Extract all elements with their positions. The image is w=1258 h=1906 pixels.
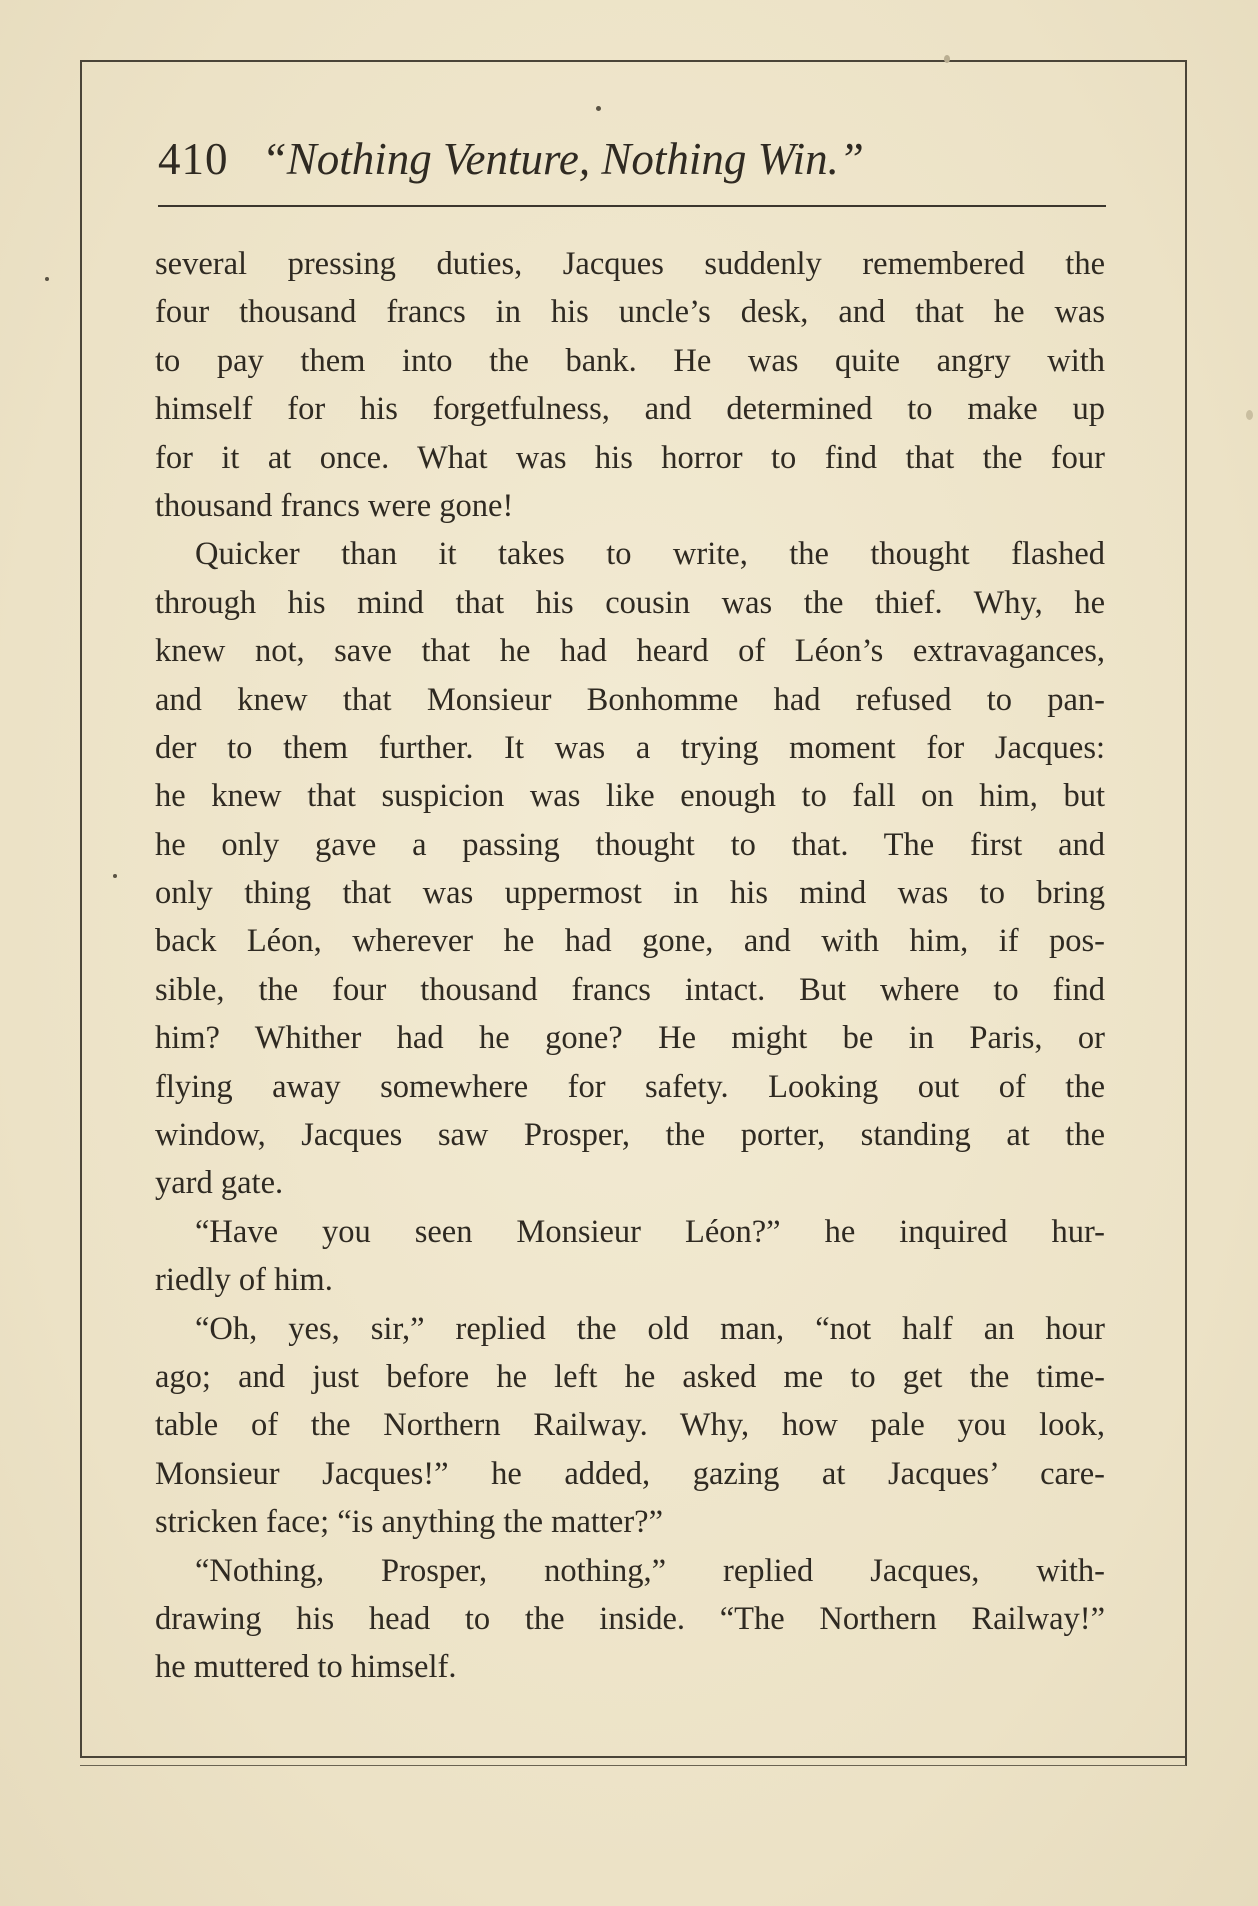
text-line: yard gate. (155, 1165, 284, 1202)
text-line: “Nothing, Prosper, nothing,” replied Jacques, with- (195, 1552, 1105, 1589)
page-header (158, 128, 1108, 190)
text-line: for it at once. What was his horror to find that the four (155, 439, 1105, 476)
text-line: four thousand francs in his uncle’s desk, and that he was (155, 294, 1105, 331)
body-text (155, 240, 1105, 1692)
text-line: table of the Northern Railway. Why, how pale you look, (155, 1407, 1105, 1444)
speck-mark (113, 874, 117, 878)
text-line: thousand francs were gone! (155, 487, 514, 524)
page-frame-bottom-rule (80, 1756, 1186, 1758)
text-line: “Oh, yes, sir,” replied the old man, “not half an hour (195, 1310, 1105, 1347)
page-number: 410 (158, 134, 229, 184)
text-line: “Have you seen Monsieur Léon?” he inquired hur- (195, 1213, 1105, 1250)
text-line: Monsieur Jacques!” he added, gazing at Jacques’ care- (155, 1455, 1105, 1492)
speck-mark (944, 55, 950, 63)
text-line: flying away somewhere for safety. Looking out of the (155, 1068, 1105, 1105)
text-line: him? Whither had he gone? He might be in Paris, or (155, 1020, 1105, 1057)
text-line: and knew that Monsieur Bonhomme had refused to pan- (155, 681, 1105, 718)
text-line: several pressing duties, Jacques suddenly remembered the (155, 246, 1105, 282)
speck-mark (596, 106, 601, 111)
text-line: himself for his forgetfulness, and determined to make up (155, 391, 1105, 428)
text-line: stricken face; “is anything the matter?” (155, 1504, 664, 1541)
text-line: Quicker than it takes to write, the thought flashed (195, 536, 1105, 573)
speck-mark (1246, 410, 1253, 420)
text-line: he muttered to himself. (155, 1649, 457, 1686)
text-line: window, Jacques saw Prosper, the porter, standing at the (155, 1117, 1105, 1154)
speck-mark (45, 277, 49, 281)
text-line: riedly of him. (155, 1262, 333, 1299)
text-line: back Léon, wherever he had gone, and with him, if pos- (155, 923, 1105, 960)
text-line: to pay them into the bank. He was quite angry with (155, 342, 1105, 379)
page-frame-bottom-rule-inner (80, 1765, 1186, 1766)
page-frame-left-rule (80, 60, 82, 1756)
text-line: der to them further. It was a trying moment for Jacques: (155, 729, 1105, 766)
text-line: drawing his head to the inside. “The Northern Railway!” (155, 1600, 1105, 1637)
text-line: he knew that suspicion was like enough to fall on him, but (155, 778, 1105, 815)
text-line: ago; and just before he left he asked me to get the time- (155, 1358, 1105, 1395)
running-title: “Nothing Venture, Nothing Win.” (261, 134, 864, 184)
text-line: knew not, save that he had heard of Léon’s extravagances, (155, 633, 1105, 670)
text-line: sible, the four thousand francs intact. But where to find (155, 971, 1105, 1008)
page-frame-right-rule (1185, 60, 1187, 1766)
text-line: only thing that was uppermost in his mind was to bring (155, 875, 1105, 912)
text-line: he only gave a passing thought to that. The first and (155, 826, 1105, 863)
text-line: through his mind that his cousin was the thief. Why, he (155, 584, 1105, 621)
header-rule (158, 205, 1106, 207)
page-frame-top-rule (80, 60, 1186, 62)
